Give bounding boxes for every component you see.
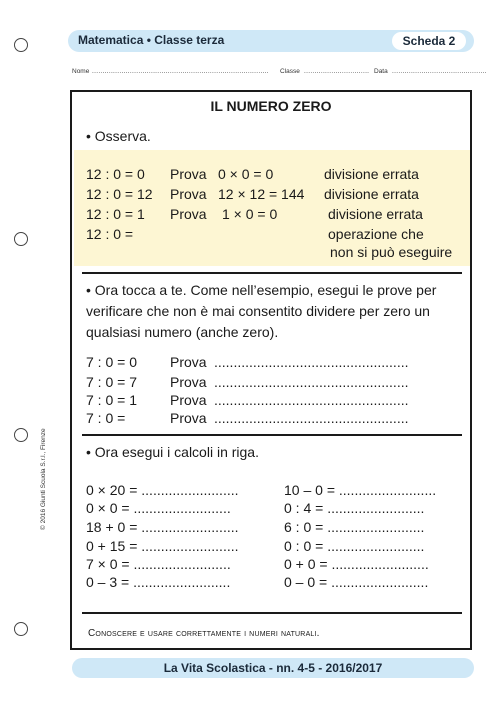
ex1-op-4: 7 : 0 = (86, 410, 126, 426)
calc-right-2[interactable]: 0 : 4 = ......................... (284, 500, 425, 516)
example-result-4: operazione che (328, 226, 424, 242)
ex1-op-3: 7 : 0 = 1 (86, 392, 137, 408)
calc-left-2[interactable]: 0 × 0 = ......................... (86, 500, 231, 516)
calc-left-4[interactable]: 0 + 15 = ......................... (86, 538, 239, 554)
ex1-op-1: 7 : 0 = 0 (86, 354, 137, 370)
date-field[interactable]: ............................................. (392, 68, 487, 75)
ex1-op-2: 7 : 0 = 7 (86, 374, 137, 390)
example-check-1: 0 × 0 = 0 (218, 166, 274, 182)
name-label: Nome (72, 68, 90, 75)
calc-left-5[interactable]: 7 × 0 = ......................... (86, 556, 231, 572)
divider-3 (82, 612, 462, 614)
date-label: Data (374, 68, 388, 75)
ex1-prova-2: Prova (170, 374, 207, 390)
example-op-1: 12 : 0 = 0 (86, 166, 145, 182)
calc-right-6[interactable]: 0 – 0 = ......................... (284, 574, 429, 590)
subject-title: Matematica • Classe terza (78, 33, 225, 47)
calc-right-3[interactable]: 6 : 0 = ......................... (284, 519, 425, 535)
copyright-note: © 2016 Giunti Scuola S.r.l., Firenze (40, 428, 47, 530)
ex1-answer-2[interactable]: .................................................. (214, 374, 409, 390)
example-op-4: 12 : 0 = (86, 226, 134, 242)
example-prova-3: Prova (170, 206, 207, 222)
ex1-answer-4[interactable]: .................................................. (214, 410, 409, 426)
binder-hole-1 (14, 38, 28, 52)
example-result-3: divisione errata (328, 206, 423, 222)
example-result-1: divisione errata (324, 166, 419, 182)
calc-left-3[interactable]: 18 + 0 = ......................... (86, 519, 239, 535)
binder-hole-4 (14, 622, 28, 636)
ex1-prova-3: Prova (170, 392, 207, 408)
example-op-2: 12 : 0 = 12 (86, 186, 153, 202)
example-check-2: 12 × 12 = 144 (218, 186, 305, 202)
example-prova-1: Prova (170, 166, 207, 182)
ex1-prova-4: Prova (170, 410, 207, 426)
exercise2-instruction: • Ora esegui i calcoli in riga. (86, 444, 259, 460)
example-op-3: 12 : 0 = 1 (86, 206, 145, 222)
example-result-2: divisione errata (324, 186, 419, 202)
ex1-answer-3[interactable]: .................................................. (214, 392, 409, 408)
calc-right-1[interactable]: 10 – 0 = ......................... (284, 482, 437, 498)
sheet-number: Scheda 2 (392, 32, 466, 50)
calc-right-5[interactable]: 0 + 0 = ......................... (284, 556, 429, 572)
magazine-footer: La Vita Scolastica - nn. 4-5 - 2016/2017 (72, 658, 474, 678)
header-bar (68, 30, 474, 52)
learning-goal: Conoscere e usare correttamente i numeri naturali. (88, 628, 320, 639)
example-check-3: 1 × 0 = 0 (222, 206, 278, 222)
class-label: Classe (280, 68, 300, 75)
class-field[interactable]: ............................... (304, 68, 370, 75)
divider-2 (82, 434, 462, 436)
ex1-answer-1[interactable]: .................................................. (214, 354, 409, 370)
worksheet-box (70, 90, 472, 650)
calc-left-1[interactable]: 0 × 20 = ......................... (86, 482, 239, 498)
exercise1-instruction: • Ora tocca a te. Come nell’esempio, esegui le prove per verificare che non è mai consentito dividere per zero un qualsiasi numero (anche zero). (86, 282, 437, 340)
example-result-4b: non si può eseguire (330, 244, 453, 260)
divider-1 (82, 272, 462, 274)
binder-hole-3 (14, 428, 28, 442)
worksheet-title: IL NUMERO ZERO (210, 98, 332, 114)
ex1-prova-1: Prova (170, 354, 207, 370)
name-field[interactable]: .................................................................................... (92, 68, 269, 75)
example-prova-2: Prova (170, 186, 207, 202)
observe-heading: • Osserva. (86, 128, 151, 144)
binder-hole-2 (14, 232, 28, 246)
calc-right-4[interactable]: 0 : 0 = ......................... (284, 538, 425, 554)
calc-left-6[interactable]: 0 – 3 = ......................... (86, 574, 231, 590)
